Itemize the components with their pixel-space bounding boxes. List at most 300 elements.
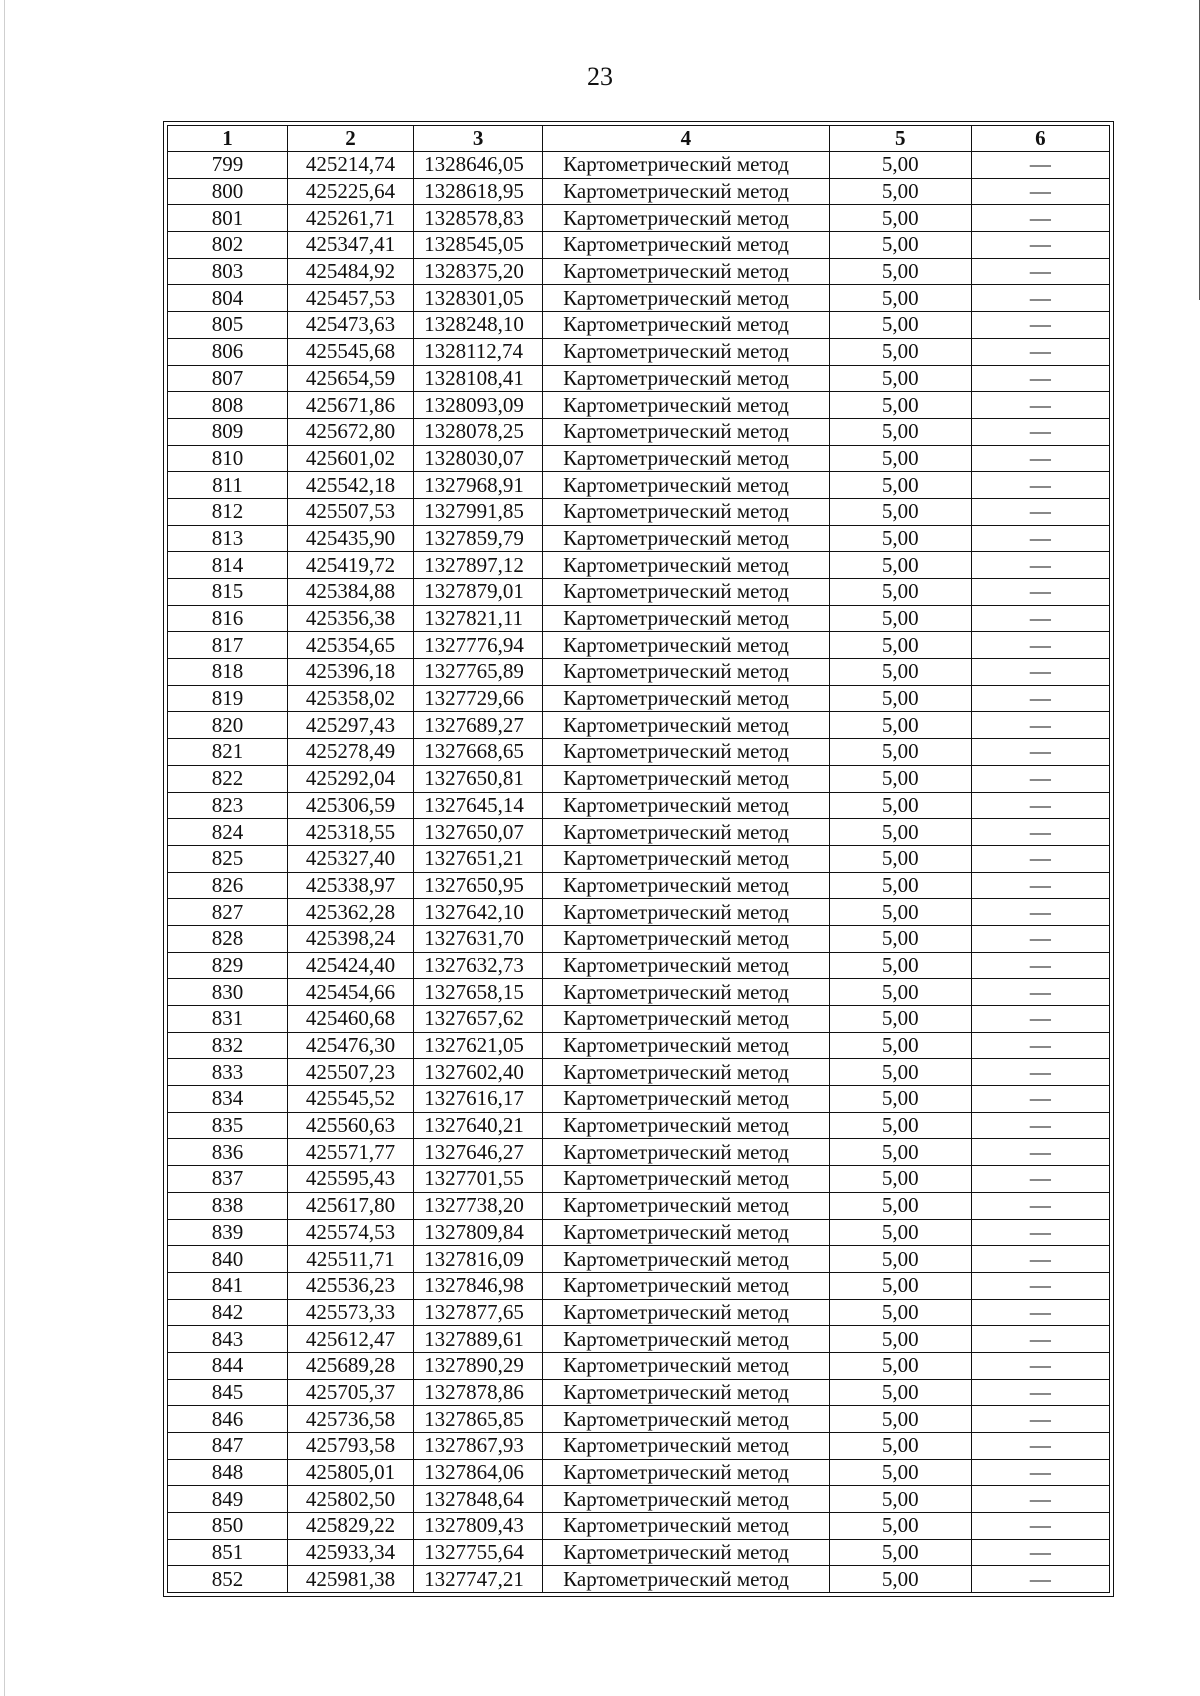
point-number-cell: 849 [168,1486,288,1513]
method-cell: Картометрический метод [543,232,829,259]
point-number-cell: 821 [168,739,288,766]
y-coordinate-cell: 1327848,64 [414,1486,543,1513]
table-row [168,819,1110,846]
table-row [168,498,1110,525]
x-coordinate-cell: 425933,34 [288,1539,414,1566]
accuracy-cell: 5,00 [829,498,971,525]
point-number-cell: 828 [168,925,288,952]
point-number-cell: 841 [168,1272,288,1299]
y-coordinate-cell: 1327701,55 [414,1166,543,1193]
point-number-cell: 817 [168,632,288,659]
method-cell: Картометрический метод [543,1112,829,1139]
method-cell: Картометрический метод [543,312,829,339]
method-cell: Картометрический метод [543,1246,829,1273]
table-row [168,1459,1110,1486]
accuracy-cell: 5,00 [829,979,971,1006]
table-row [168,1379,1110,1406]
method-cell: Картометрический метод [543,1086,829,1113]
y-coordinate-cell: 1327646,27 [414,1139,543,1166]
table-row [168,792,1110,819]
table-row [168,1539,1110,1566]
table-row [168,845,1110,872]
method-cell: Картометрический метод [543,632,829,659]
method-cell: Картометрический метод [543,739,829,766]
accuracy-cell: 5,00 [829,765,971,792]
method-cell: Картометрический метод [543,872,829,899]
method-cell: Картометрический метод [543,1059,829,1086]
point-number-cell: 847 [168,1433,288,1460]
method-cell: Картометрический метод [543,712,829,739]
y-coordinate-cell: 1328078,25 [414,418,543,445]
method-cell: Картометрический метод [543,498,829,525]
table-row [168,1513,1110,1540]
point-number-cell: 823 [168,792,288,819]
method-cell: Картометрический метод [543,285,829,312]
method-cell: Картометрический метод [543,1326,829,1353]
x-coordinate-cell: 425595,43 [288,1166,414,1193]
description-cell: — [971,712,1109,739]
accuracy-cell: 5,00 [829,1032,971,1059]
point-number-cell: 825 [168,845,288,872]
x-coordinate-cell: 425278,49 [288,739,414,766]
point-number-cell: 827 [168,899,288,926]
method-cell: Картометрический метод [543,819,829,846]
method-cell: Картометрический метод [543,525,829,552]
method-cell: Картометрический метод [543,365,829,392]
accuracy-cell: 5,00 [829,285,971,312]
x-coordinate-cell: 425560,63 [288,1112,414,1139]
x-coordinate-cell: 425612,47 [288,1326,414,1353]
table-row [168,1139,1110,1166]
accuracy-cell: 5,00 [829,1059,971,1086]
point-number-cell: 813 [168,525,288,552]
description-cell: — [971,1166,1109,1193]
point-number-cell: 799 [168,152,288,179]
table-row [168,872,1110,899]
method-cell: Картометрический метод [543,1433,829,1460]
x-coordinate-cell: 425829,22 [288,1513,414,1540]
method-cell: Картометрический метод [543,1513,829,1540]
table-row [168,418,1110,445]
y-coordinate-cell: 1327640,21 [414,1112,543,1139]
description-cell: — [971,1379,1109,1406]
y-coordinate-cell: 1327846,98 [414,1272,543,1299]
y-coordinate-cell: 1328618,95 [414,178,543,205]
description-cell: — [971,1486,1109,1513]
point-number-cell: 807 [168,365,288,392]
x-coordinate-cell: 425672,80 [288,418,414,445]
point-number-cell: 834 [168,1086,288,1113]
x-coordinate-cell: 425338,97 [288,872,414,899]
y-coordinate-cell: 1328030,07 [414,445,543,472]
method-cell: Картометрический метод [543,1192,829,1219]
x-coordinate-cell: 425396,18 [288,659,414,686]
description-cell: — [971,1433,1109,1460]
description-cell: — [971,605,1109,632]
y-coordinate-cell: 1327878,86 [414,1379,543,1406]
accuracy-cell: 5,00 [829,1326,971,1353]
table-row [168,685,1110,712]
x-coordinate-cell: 425705,37 [288,1379,414,1406]
accuracy-cell: 5,00 [829,632,971,659]
table-row [168,365,1110,392]
point-number-cell: 843 [168,1326,288,1353]
x-coordinate-cell: 425457,53 [288,285,414,312]
accuracy-cell: 5,00 [829,659,971,686]
table-row [168,1299,1110,1326]
y-coordinate-cell: 1327631,70 [414,925,543,952]
description-cell: — [971,659,1109,686]
point-number-cell: 846 [168,1406,288,1433]
x-coordinate-cell: 425484,92 [288,258,414,285]
accuracy-cell: 5,00 [829,392,971,419]
accuracy-cell: 5,00 [829,1006,971,1033]
x-coordinate-cell: 425536,23 [288,1272,414,1299]
method-cell: Картометрический метод [543,445,829,472]
accuracy-cell: 5,00 [829,1192,971,1219]
description-cell: — [971,365,1109,392]
description-cell: — [971,1326,1109,1353]
coordinates-table-frame [163,121,1114,1597]
y-coordinate-cell: 1328545,05 [414,232,543,259]
y-coordinate-cell: 1327642,10 [414,899,543,926]
accuracy-cell: 5,00 [829,1139,971,1166]
x-coordinate-cell: 425507,23 [288,1059,414,1086]
method-cell: Картометрический метод [543,418,829,445]
accuracy-cell: 5,00 [829,1086,971,1113]
y-coordinate-cell: 1327668,65 [414,739,543,766]
description-cell: — [971,872,1109,899]
accuracy-cell: 5,00 [829,899,971,926]
column-header: 2 [288,126,414,152]
accuracy-cell: 5,00 [829,1539,971,1566]
x-coordinate-cell: 425476,30 [288,1032,414,1059]
x-coordinate-cell: 425574,53 [288,1219,414,1246]
method-cell: Картометрический метод [543,152,829,179]
description-cell: — [971,819,1109,846]
y-coordinate-cell: 1327864,06 [414,1459,543,1486]
x-coordinate-cell: 425793,58 [288,1433,414,1460]
point-number-cell: 842 [168,1299,288,1326]
description-cell: — [971,1246,1109,1273]
y-coordinate-cell: 1327877,65 [414,1299,543,1326]
table-row [168,232,1110,259]
accuracy-cell: 5,00 [829,232,971,259]
accuracy-cell: 5,00 [829,685,971,712]
y-coordinate-cell: 1327602,40 [414,1059,543,1086]
accuracy-cell: 5,00 [829,872,971,899]
table-row [168,392,1110,419]
accuracy-cell: 5,00 [829,1112,971,1139]
y-coordinate-cell: 1327865,85 [414,1406,543,1433]
description-cell: — [971,285,1109,312]
y-coordinate-cell: 1327776,94 [414,632,543,659]
description-cell: — [971,899,1109,926]
x-coordinate-cell: 425424,40 [288,952,414,979]
x-coordinate-cell: 425384,88 [288,579,414,606]
accuracy-cell: 5,00 [829,338,971,365]
method-cell: Картометрический метод [543,925,829,952]
table-row [168,1192,1110,1219]
description-cell: — [971,925,1109,952]
description-cell: — [971,952,1109,979]
description-cell: — [971,685,1109,712]
x-coordinate-cell: 425358,02 [288,685,414,712]
point-number-cell: 831 [168,1006,288,1033]
description-cell: — [971,392,1109,419]
table-row [168,899,1110,926]
accuracy-cell: 5,00 [829,739,971,766]
method-cell: Картометрический метод [543,579,829,606]
y-coordinate-cell: 1327890,29 [414,1352,543,1379]
method-cell: Картометрический метод [543,792,829,819]
accuracy-cell: 5,00 [829,1379,971,1406]
x-coordinate-cell: 425306,59 [288,792,414,819]
x-coordinate-cell: 425654,59 [288,365,414,392]
description-cell: — [971,1006,1109,1033]
y-coordinate-cell: 1327632,73 [414,952,543,979]
x-coordinate-cell: 425460,68 [288,1006,414,1033]
method-cell: Картометрический метод [543,178,829,205]
description-cell: — [971,1112,1109,1139]
table-row [168,979,1110,1006]
method-cell: Картометрический метод [543,952,829,979]
method-cell: Картометрический метод [543,1166,829,1193]
description-cell: — [971,739,1109,766]
point-number-cell: 804 [168,285,288,312]
y-coordinate-cell: 1327657,62 [414,1006,543,1033]
description-cell: — [971,232,1109,259]
point-number-cell: 803 [168,258,288,285]
point-number-cell: 835 [168,1112,288,1139]
table-row [168,632,1110,659]
y-coordinate-cell: 1327859,79 [414,525,543,552]
accuracy-cell: 5,00 [829,1272,971,1299]
x-coordinate-cell: 425617,80 [288,1192,414,1219]
description-cell: — [971,1352,1109,1379]
description-cell: — [971,1192,1109,1219]
y-coordinate-cell: 1327968,91 [414,472,543,499]
x-coordinate-cell: 425327,40 [288,845,414,872]
y-coordinate-cell: 1327821,11 [414,605,543,632]
point-number-cell: 808 [168,392,288,419]
y-coordinate-cell: 1327729,66 [414,685,543,712]
description-cell: — [971,338,1109,365]
table-row [168,1059,1110,1086]
description-cell: — [971,1299,1109,1326]
description-cell: — [971,152,1109,179]
y-coordinate-cell: 1327889,61 [414,1326,543,1353]
table-header-row [168,126,1110,152]
y-coordinate-cell: 1327747,21 [414,1566,543,1593]
point-number-cell: 818 [168,659,288,686]
accuracy-cell: 5,00 [829,1513,971,1540]
y-coordinate-cell: 1328093,09 [414,392,543,419]
description-cell: — [971,1139,1109,1166]
x-coordinate-cell: 425542,18 [288,472,414,499]
description-cell: — [971,765,1109,792]
y-coordinate-cell: 1327809,43 [414,1513,543,1540]
method-cell: Картометрический метод [543,1539,829,1566]
accuracy-cell: 5,00 [829,1246,971,1273]
point-number-cell: 851 [168,1539,288,1566]
method-cell: Картометрический метод [543,1459,829,1486]
method-cell: Картометрический метод [543,979,829,1006]
point-number-cell: 820 [168,712,288,739]
description-cell: — [971,1459,1109,1486]
accuracy-cell: 5,00 [829,819,971,846]
description-cell: — [971,1539,1109,1566]
point-number-cell: 816 [168,605,288,632]
point-number-cell: 850 [168,1513,288,1540]
point-number-cell: 811 [168,472,288,499]
y-coordinate-cell: 1327689,27 [414,712,543,739]
method-cell: Картометрический метод [543,845,829,872]
accuracy-cell: 5,00 [829,1406,971,1433]
table-row [168,1272,1110,1299]
y-coordinate-cell: 1328375,20 [414,258,543,285]
accuracy-cell: 5,00 [829,178,971,205]
point-number-cell: 832 [168,1032,288,1059]
description-cell: — [971,472,1109,499]
description-cell: — [971,845,1109,872]
method-cell: Картометрический метод [543,899,829,926]
table-row [168,1352,1110,1379]
method-cell: Картометрический метод [543,1272,829,1299]
table-row [168,338,1110,365]
x-coordinate-cell: 425507,53 [288,498,414,525]
y-coordinate-cell: 1328248,10 [414,312,543,339]
x-coordinate-cell: 425473,63 [288,312,414,339]
point-number-cell: 839 [168,1219,288,1246]
table-row [168,659,1110,686]
accuracy-cell: 5,00 [829,365,971,392]
method-cell: Картометрический метод [543,392,829,419]
accuracy-cell: 5,00 [829,952,971,979]
point-number-cell: 805 [168,312,288,339]
table-row [168,472,1110,499]
x-coordinate-cell: 425435,90 [288,525,414,552]
point-number-cell: 824 [168,819,288,846]
x-coordinate-cell: 425214,74 [288,152,414,179]
method-cell: Картометрический метод [543,1299,829,1326]
accuracy-cell: 5,00 [829,258,971,285]
x-coordinate-cell: 425601,02 [288,445,414,472]
point-number-cell: 844 [168,1352,288,1379]
point-number-cell: 848 [168,1459,288,1486]
x-coordinate-cell: 425318,55 [288,819,414,846]
description-cell: — [971,445,1109,472]
table-row [168,152,1110,179]
accuracy-cell: 5,00 [829,925,971,952]
method-cell: Картометрический метод [543,205,829,232]
table-row [168,312,1110,339]
table-row [168,739,1110,766]
table-row [168,952,1110,979]
accuracy-cell: 5,00 [829,1486,971,1513]
description-cell: — [971,792,1109,819]
method-cell: Картометрический метод [543,258,829,285]
x-coordinate-cell: 425225,64 [288,178,414,205]
x-coordinate-cell: 425398,24 [288,925,414,952]
description-cell: — [971,579,1109,606]
x-coordinate-cell: 425354,65 [288,632,414,659]
y-coordinate-cell: 1327867,93 [414,1433,543,1460]
method-cell: Картометрический метод [543,1032,829,1059]
method-cell: Картометрический метод [543,685,829,712]
description-cell: — [971,178,1109,205]
accuracy-cell: 5,00 [829,845,971,872]
table-row [168,1219,1110,1246]
point-number-cell: 836 [168,1139,288,1166]
table-row [168,285,1110,312]
x-coordinate-cell: 425545,68 [288,338,414,365]
table-row [168,1246,1110,1273]
table-row [168,579,1110,606]
table-row [168,1086,1110,1113]
description-cell: — [971,979,1109,1006]
description-cell: — [971,205,1109,232]
accuracy-cell: 5,00 [829,1299,971,1326]
point-number-cell: 838 [168,1192,288,1219]
y-coordinate-cell: 1327658,15 [414,979,543,1006]
y-coordinate-cell: 1328112,74 [414,338,543,365]
table-row [168,605,1110,632]
table-row [168,1006,1110,1033]
table-row [168,1112,1110,1139]
y-coordinate-cell: 1327897,12 [414,552,543,579]
method-cell: Картометрический метод [543,1006,829,1033]
method-cell: Картометрический метод [543,552,829,579]
y-coordinate-cell: 1327755,64 [414,1539,543,1566]
method-cell: Картометрический метод [543,605,829,632]
y-coordinate-cell: 1327816,09 [414,1246,543,1273]
accuracy-cell: 5,00 [829,712,971,739]
table-row [168,445,1110,472]
y-coordinate-cell: 1327621,05 [414,1032,543,1059]
method-cell: Картометрический метод [543,659,829,686]
x-coordinate-cell: 425454,66 [288,979,414,1006]
description-cell: — [971,1219,1109,1246]
accuracy-cell: 5,00 [829,1166,971,1193]
x-coordinate-cell: 425362,28 [288,899,414,926]
accuracy-cell: 5,00 [829,1433,971,1460]
accuracy-cell: 5,00 [829,445,971,472]
point-number-cell: 840 [168,1246,288,1273]
point-number-cell: 830 [168,979,288,1006]
method-cell: Картометрический метод [543,338,829,365]
y-coordinate-cell: 1327651,21 [414,845,543,872]
accuracy-cell: 5,00 [829,579,971,606]
accuracy-cell: 5,00 [829,472,971,499]
y-coordinate-cell: 1327616,17 [414,1086,543,1113]
table-row [168,1032,1110,1059]
method-cell: Картометрический метод [543,1139,829,1166]
accuracy-cell: 5,00 [829,1459,971,1486]
y-coordinate-cell: 1327765,89 [414,659,543,686]
y-coordinate-cell: 1327650,95 [414,872,543,899]
description-cell: — [971,1406,1109,1433]
x-coordinate-cell: 425573,33 [288,1299,414,1326]
table-row [168,525,1110,552]
method-cell: Картометрический метод [543,1352,829,1379]
x-coordinate-cell: 425736,58 [288,1406,414,1433]
coordinates-table [167,125,1110,1593]
table-row [168,178,1110,205]
method-cell: Картометрический метод [543,1486,829,1513]
description-cell: — [971,418,1109,445]
column-header: 4 [543,126,829,152]
